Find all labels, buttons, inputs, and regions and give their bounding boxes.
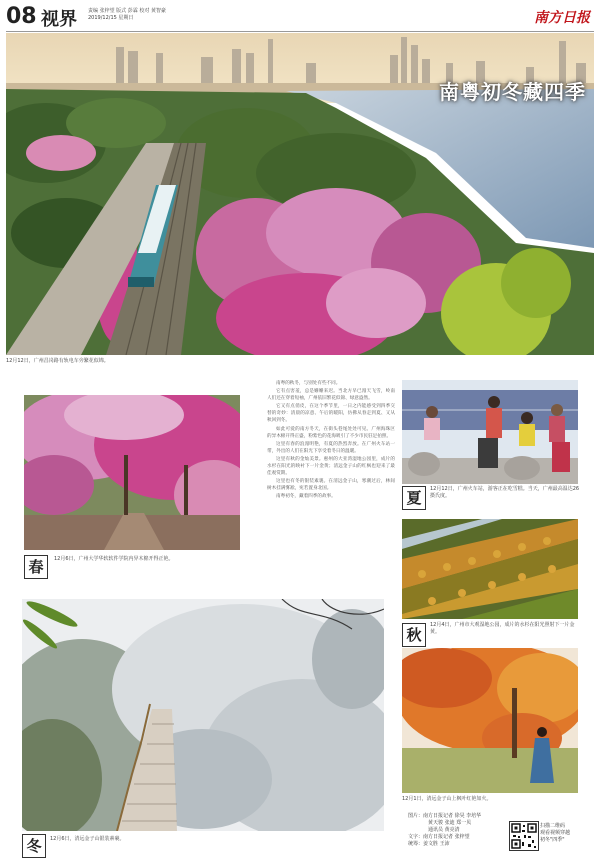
spring-photo [24,395,240,550]
qr-note-line: 扫描二维码 [540,823,566,829]
article-paragraph: 这里有春的浪漫明艳，有夏的热烈奔放。在广州火车站一带，外出的人们在阳光下享受着冬日的温暖。 [267,441,395,454]
season-label-winter: 冬 [22,834,46,858]
qr-note-line: 初冬"四季" [540,837,565,843]
hero-caption: 12月12日，广州昌岗路有轨电车旁繁花似锦。 [6,358,109,364]
autumn-caption: 12月4日，广州市大观湿地公园，成片的水杉在阳光照射下一片金黄。 [430,622,575,635]
credit-line: 黄天骏 张迪 郑一贝 [428,820,472,826]
qr-note-line: 观看视频穿越 [540,830,571,836]
masthead-logo: 南方日报 [534,10,590,26]
season-label-spring: 春 [24,555,48,579]
article-paragraph: 它又有点俏皮，在这个季节里，一日之内能感受到四季交替的奇妙：清晨的凉意、午后的暖阳，仿佛从春走到夏、又从秋回到冬。 [267,404,395,424]
qr-note [540,823,596,844]
season-label-summer: 夏 [402,486,426,510]
summer-caption: 12月12日，广州火车站，游客正在吃雪糕。当天，广州最高温达26摄氏度。 [430,486,580,499]
maple-caption: 12月1日，清远金子山上枫叶红艳如火。 [402,796,492,802]
credit-line: 通讯员 黄亮清 [428,827,460,833]
hero-headline: 南粤初冬藏四季 [439,80,586,104]
date-line: 2019/12/15 星期日 [88,15,134,21]
credit-line: 统筹：姜文胜 王沛 [408,841,450,847]
season-label-autumn: 秋 [402,623,426,647]
credit-line: 图片：南方日报记者 徐昊 李培华 [408,813,482,819]
credits-line: 责编 张梓望 版式 彭霖 校对 黄智豪 [88,8,166,14]
article-paragraph: 这里也有冬的银装素裹。在清远金子山，寒潮过后，林间树木挂满雾凇，宛若置身北国。 [267,479,395,492]
article-paragraph: 这里有秋的金灿美景。惠州的大亚湾湿地公园里，成片的水杉在阳光的映衬下一片金黄；清远金子山的红枫也迎来了最佳观赏期。 [267,456,395,477]
qr-code[interactable] [509,821,539,851]
photo-credits [408,813,508,848]
spring-caption: 12月6日，广州大学华软软件学院内异木棉开得正艳。 [54,556,174,562]
article-paragraph: 如此可爱的南方冬天，在街头巷尾处处可见。广州海珠区的异木棉开得正盛，粉紫色的花海吸引了不少市民驻足拍照。 [267,426,395,439]
header-divider [6,31,594,32]
section-title: 视界 [41,9,77,30]
editor-credits [88,8,268,22]
article-paragraph: 南粤的秋冬，与别处有些不同。 [276,381,341,386]
winter-photo [22,599,384,831]
autumn-photo [402,519,578,619]
article-paragraph: 南粤初冬，藏着四季的故事。 [276,494,336,500]
page-number: 08 [6,4,37,29]
summer-photo [402,380,578,484]
maple-photo [402,648,578,793]
article-body [267,380,395,590]
winter-caption: 12月6日，清远金子山银装素裹。 [50,836,125,842]
article-paragraph: 它有点害羞，总是姗姗来迟。当北方早已漫天飞雪，岭南人们还在穿着短袖，广州依旧繁花似锦、绿意盎然。 [267,389,395,402]
credit-line: 文字：南方日报记者 张梓望 [408,834,470,840]
